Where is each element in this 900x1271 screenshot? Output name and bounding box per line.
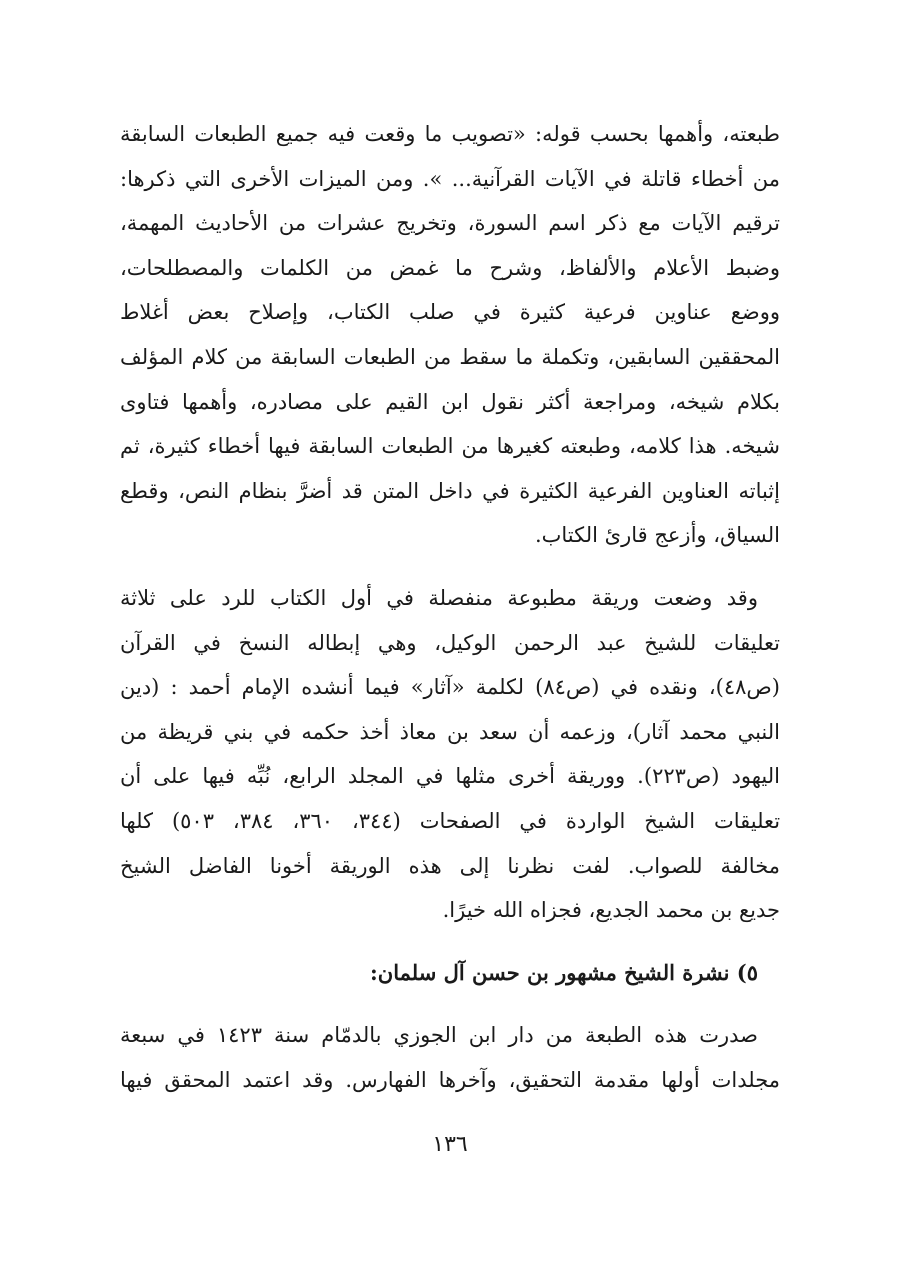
paragraph-gap — [120, 558, 780, 576]
text-line: إثباته العناوين الفرعية الكثيرة في داخل المتن قد أضرَّ بنظام النص، وقطع — [120, 478, 780, 503]
text-line: اليهود (ص٢٢٣). ووريقة أخرى مثلها في المجلد الرابع، نُبِّه فيها على أن — [120, 764, 780, 789]
paragraph-gap — [120, 933, 780, 951]
text-line: مخالفة للصواب. لفت نظرنا إلى هذه الوريقة أخونا الفاضل الشيخ — [120, 853, 780, 878]
text-line: وضبط الأعلام والألفاظ، وشرح ما غمض من الكلمات والمصطلحات، — [120, 255, 780, 280]
text-line: طبعته، وأهمها بحسب قوله: «تصويب ما وقعت فيه جميع الطبعات السابقة — [120, 122, 780, 146]
text-line: ووضع عناوين فرعية كثيرة في صلب الكتاب، وإصلاح بعض أغلاط — [120, 300, 780, 325]
page-number: ١٣٦ — [432, 1132, 468, 1157]
paragraph-2 — [120, 576, 780, 933]
text-line: السياق، وأزعج قارئ الكتاب. — [534, 523, 780, 548]
text-line: من أخطاء قاتلة في الآيات القرآنية... ». ومن الميزات الأخرى التي ذكرها: — [120, 166, 780, 191]
text-line: (ص٤٨)، ونقده في (ص٨٤) لكلمة «آثار» فيما أنشده الإمام أحمد : (دين — [120, 675, 780, 700]
text-line: جديع بن محمد الجديع، فجزاه الله خيرًا. — [442, 898, 780, 923]
paragraph-1 — [120, 112, 780, 558]
text-line: النبي محمد آثار)، وزعمه أن سعد بن معاذ أخذ حكمه في بني قريظة من — [120, 719, 780, 744]
paragraph-3 — [120, 1013, 780, 1102]
text-line: مجلدات أولها مقدمة التحقيق، وآخرها الفهارس. وقد اعتمد المحقق فيها — [120, 1067, 780, 1092]
text-line: ترقيم الآيات مع ذكر اسم السورة، وتخريج عشرات من الأحاديث المهمة، — [120, 211, 780, 236]
text-line: صدرت هذه الطبعة من دار ابن الجوزي بالدمّام سنة ١٤٢٣ في سبعة — [120, 1023, 759, 1048]
text-line: بكلام شيخه، ومراجعة أكثر نقول ابن القيم على مصادره، وأهمها فتاوى — [120, 389, 780, 414]
text-line: المحققين السابقين، وتكملة ما سقط من الطبعات السابقة من كلام المؤلف — [120, 344, 780, 369]
text-line: شيخه. هذا كلامه، وطبعته كغيرها من الطبعات السابقة فيها أخطاء كثيرة، ثم — [120, 434, 780, 459]
paragraph-gap — [120, 995, 780, 1013]
section-heading: ٥) نشرة الشيخ مشهور بن حسن آل سلمان: — [370, 959, 758, 985]
text-line: تعليقات للشيخ عبد الرحمن الوكيل، وهي إبطاله النسخ في القرآن — [120, 630, 780, 655]
text-line: تعليقات الشيخ الواردة في الصفحات (٣٤٤، ٣٦٠، ٣٨٤، ٥٠٣) كلها — [120, 808, 781, 833]
text-line: وقد وضعت وريقة مطبوعة منفصلة في أول الكتاب للرد على ثلاثة — [120, 585, 758, 610]
page-body — [120, 112, 780, 1102]
